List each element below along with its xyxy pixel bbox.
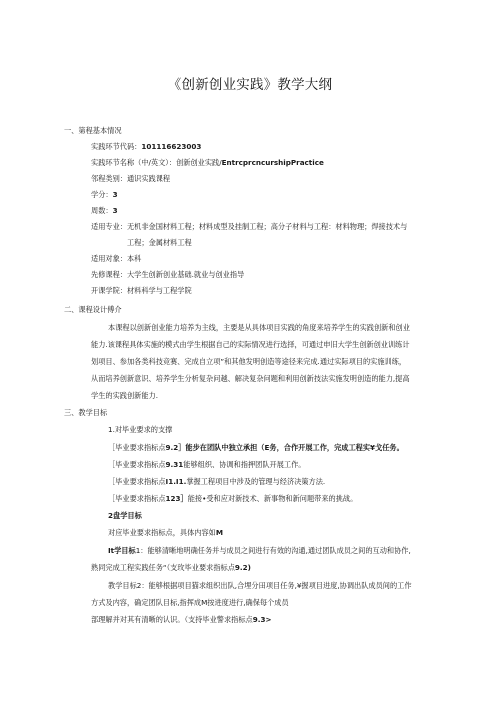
goal-2-label: 教学目标 [108,581,137,590]
requirement-item-9-2 [108,443,404,453]
intro-paragraph-line-1: 本课程以创新创业能力培养为主线，主要是从具体项目实践的角度来培养学生的实践创新和创业 [108,323,410,332]
requirement-text: 掌握工程项目中涉及的管理与经济决策方法. [186,477,326,486]
requirement-item-9-3 [108,460,305,470]
goal-2-text: 2：能够根据项目猫求组织出队,合埋分田项目任务,¥握项目进度,协调出队成员间的工作 [136,581,412,590]
intro-paragraph-line-5: 学生的实践创新能力. [91,391,158,400]
section-heading-course-intro: 二、课程设计傅介 [64,305,122,314]
goal-1-label: It学目标 [108,546,136,555]
weeks-label: 周数： [91,206,113,215]
practice-name-line [91,158,324,168]
requirement-text: 能接•受和应对新技术、新事物和新问题带来的挑战。 [187,494,358,503]
goal-2-text-cont: 部理解并对其有清晰的认识。（支持毕业警求指标点 [91,615,253,624]
practice-name-value: EntrcprcncurshipPractice [221,158,324,167]
requirement-text: 9.2］能步在团队中独立承担（E务，合作开展工作，完成工程实¥戈任务。 [165,443,404,452]
audience-line: 适用对象：本科 [91,254,142,263]
requirement-item-11-1 [108,477,325,487]
goal-1-text: 1：能够清晰地明确任务并与成员之间进行有效的沟通,通过团队成员之间的互动和协作, [135,546,411,555]
subheading-graduation-requirements: 1.对毕业要求的支撑 [108,425,173,434]
document-title: 《创新创业实践》教学大纲 [167,77,333,93]
weeks-value: 3 [112,206,118,215]
practice-name-label: 实践环节名称（中/英文）：创新创业实践/ [91,158,222,167]
requirement-prefix: ［毕业要求指标点 [108,494,166,503]
credit-line [91,190,118,200]
intro-paragraph-line-2: 能力.该课程具体实施的模式由学生根据自己的实际情况进行选择，可通过申旧大学生创新创业训练计 [91,340,410,349]
requirement-index: I1.I1. [165,477,187,486]
section-heading-basic-info: 一、第程基本情况 [64,126,122,135]
requirement-index: 123］ [165,494,188,503]
objectives-intro-suffix: M [215,528,223,537]
goal-2-line-3 [91,615,271,625]
requirement-prefix: ［毕业要求指标点 [108,443,166,452]
prerequisite-line: 先修课程：大学生创新创业基础.就业与创业指导 [91,270,245,279]
requirement-text: 能够组织、协调和指押团队开展工作。 [183,460,306,469]
credit-label: 学分： [91,190,113,199]
applicable-majors-line-2: 工程；金属材料工程 [127,238,192,247]
practice-code-label: 实践环节代码： [91,142,142,151]
goal-2-line-1 [108,581,412,591]
section-heading-teaching-objectives: 三、教学目标 [64,408,108,417]
intro-paragraph-line-4: 从而培养创新意识、培养学生分析复杂问越、解决复杂问题和利用创新技法实施发明创造的能力,提高 [91,374,410,383]
goal-2-index: 9.3> [252,615,272,624]
goal-1-index: 9.2) [234,563,251,572]
goal-1-text-cont: 熟同完成工程实践任务“（支玫毕业要求指标点 [91,563,235,572]
course-category-line: 邻程类别：通识实践课程 [91,174,171,183]
requirement-index: 9.31 [165,460,184,469]
intro-paragraph-line-3: 划项目、参加各类科技竞赛、完成自立项”和其他发明创造等途径来完成.通过实际项目的实施训练， [91,357,407,366]
practice-code-value: 101116623003 [141,142,202,151]
college-line: 开课学院：材料科学与工程学院 [91,286,192,295]
objectives-intro-line [108,528,223,538]
objectives-intro-text: 对应毕业要求指标点，具体内容如 [108,528,216,537]
requirement-prefix: ［毕业要求指标点 [108,477,166,486]
goal-1-line-1 [108,546,411,556]
goal-1-line-2 [91,563,251,573]
goal-2-line-2: 方式及内容，确定团队目标,指挥成M按进度进行,确保每个成员 [91,598,289,607]
practice-code-line [91,142,201,152]
requirement-prefix: ［毕业要求指标点 [108,460,166,469]
weeks-line [91,206,118,216]
credit-value: 3 [112,190,118,199]
requirement-item-12-3 [108,494,357,504]
subheading-teaching-goals: 2盘学目标 [108,511,142,520]
applicable-majors-line-1: 适用专业：无机非金国材料工程；材料成型及挂制工程；高分子材料与工程：材料物理；焊接技术与 [91,222,408,231]
